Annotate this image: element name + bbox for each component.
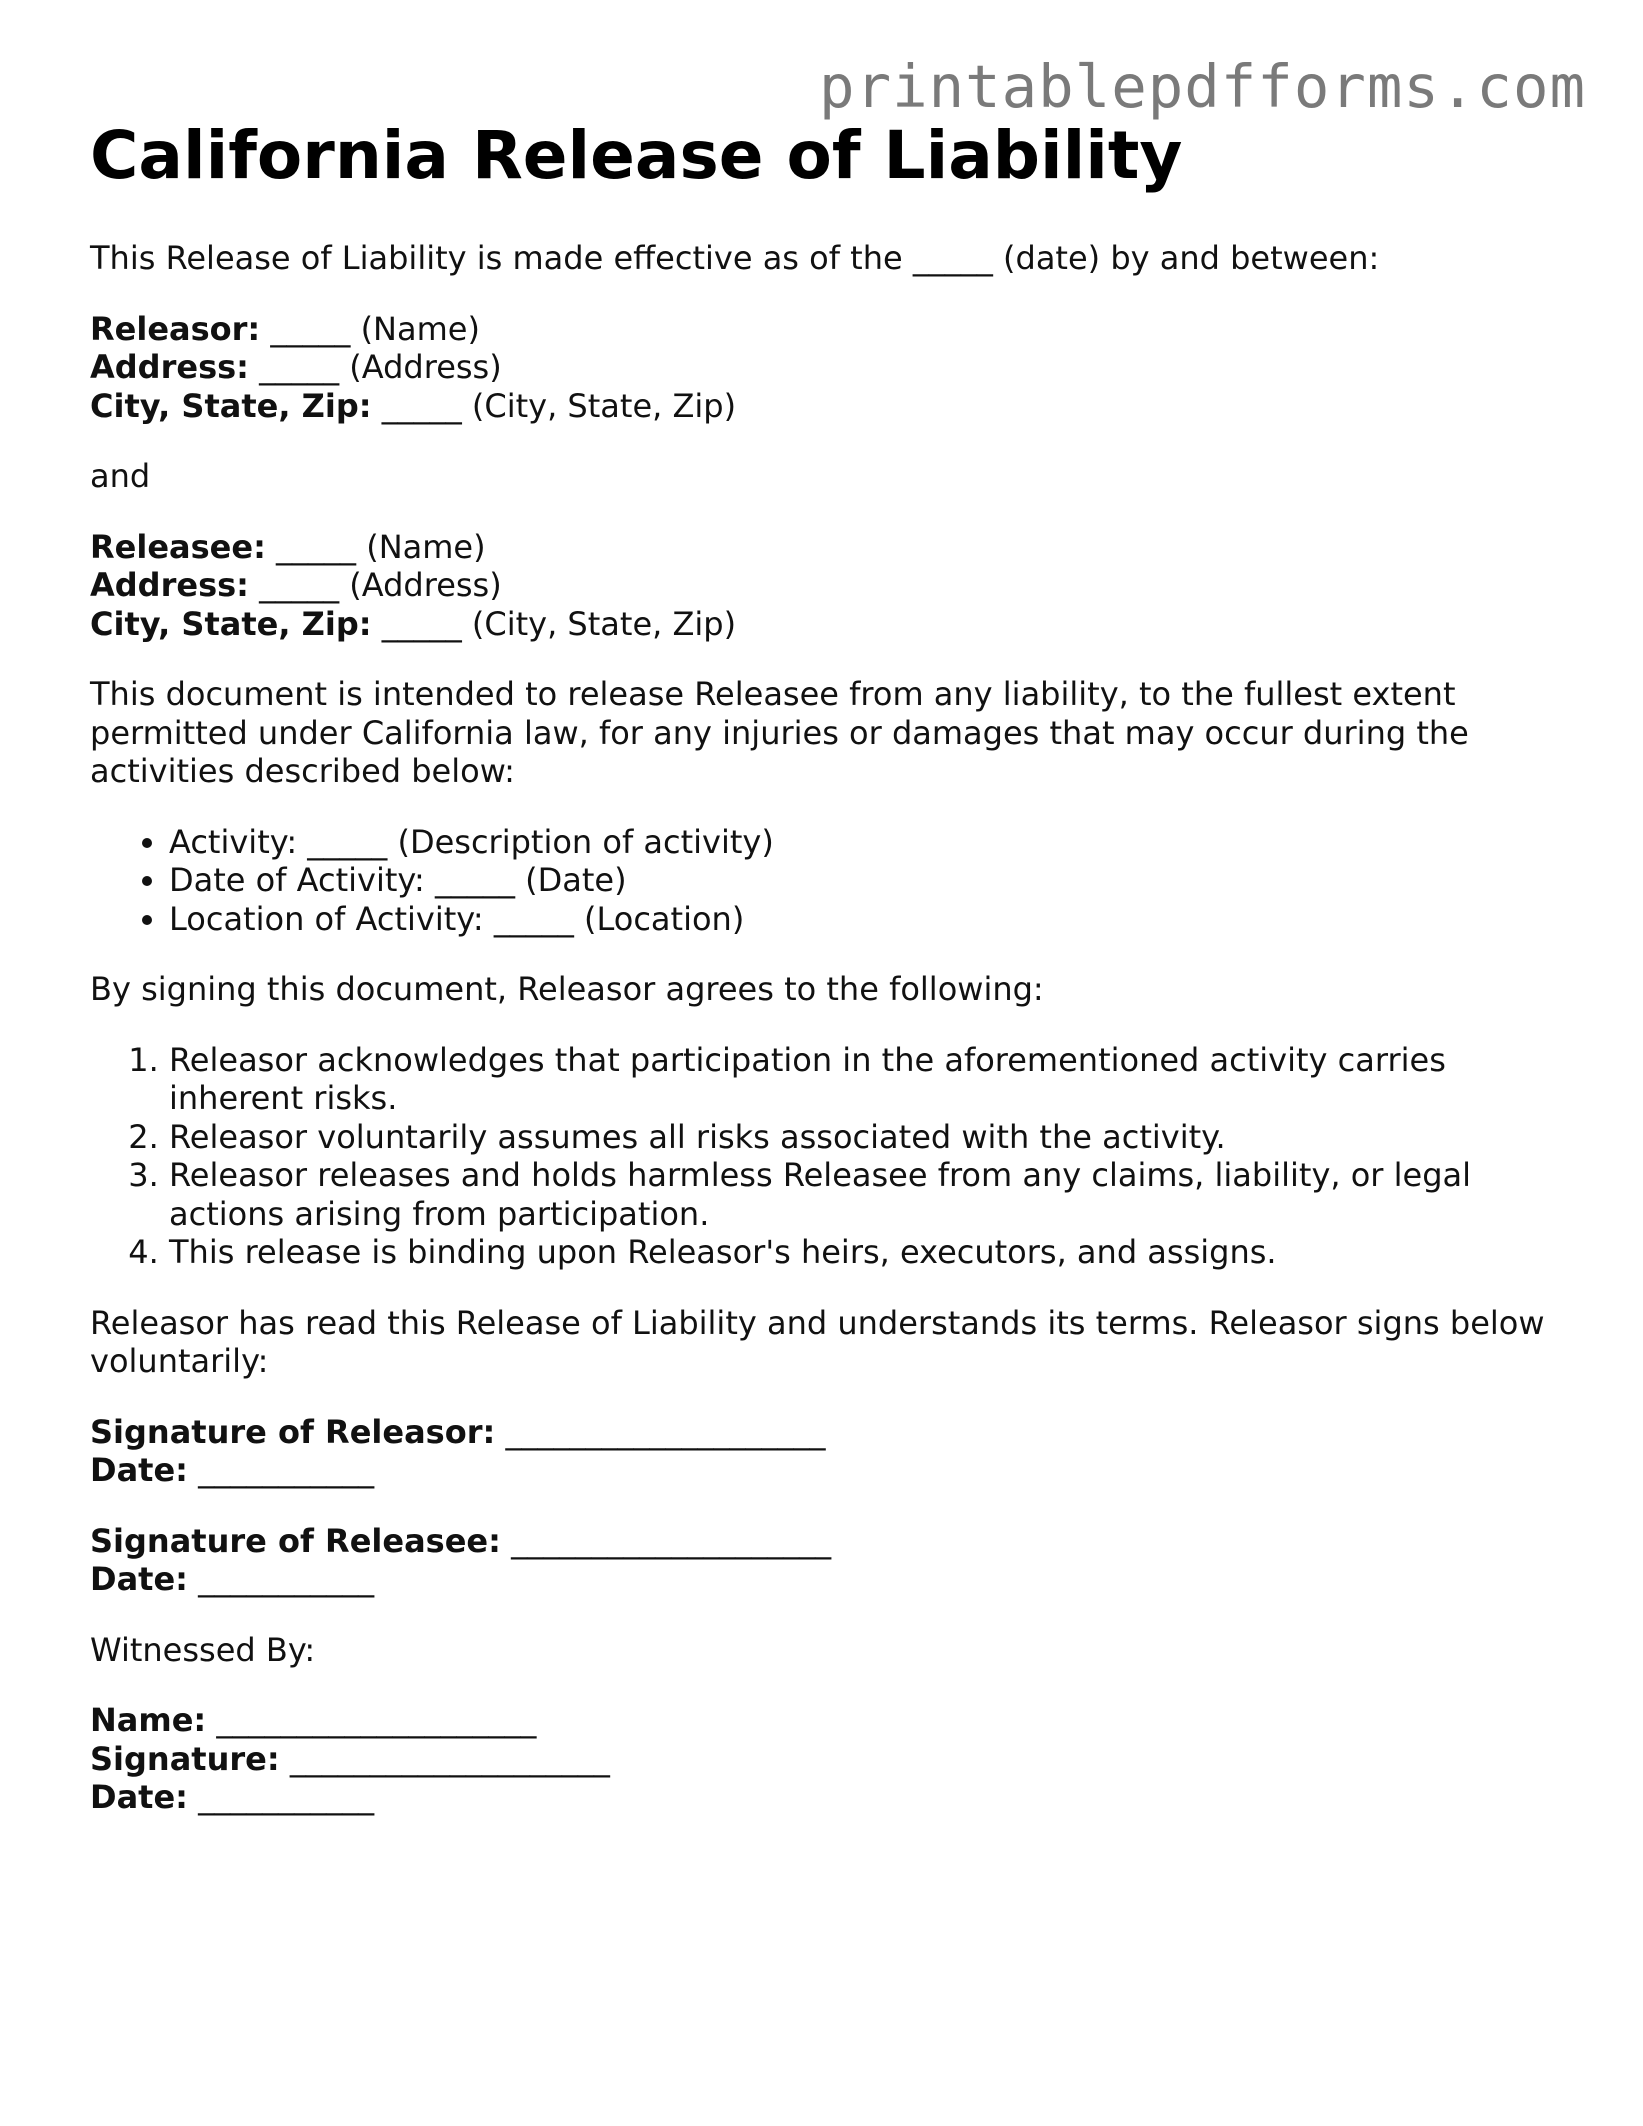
releasee-signature-block xyxy=(90,1522,1570,1599)
releasor-signature-field[interactable]: ____________________ xyxy=(495,1412,826,1451)
releasee-date-field[interactable]: ___________ xyxy=(187,1560,375,1598)
list-item: 4. This release is binding upon Releasor's heirs, executors, and assigns. xyxy=(169,1233,1570,1272)
releasee-city-field: _____ (City, State, Zip) xyxy=(371,604,737,643)
releasor-signature-line xyxy=(90,1413,1570,1452)
releasee-signature-line xyxy=(90,1522,1570,1561)
agree-intro: By signing this document, Releasor agrees to the following: xyxy=(90,970,1044,1008)
witness-name-field[interactable]: ____________________ xyxy=(206,1701,537,1739)
releasee-address-line xyxy=(90,566,1570,605)
releasor-address-label: Address: xyxy=(90,348,249,386)
releasee-city-line xyxy=(90,605,1570,644)
releasee-address-label: Address: xyxy=(90,566,249,604)
releasor-block xyxy=(90,310,1570,426)
releasor-city-line xyxy=(90,387,1570,426)
releasee-address-field: _____ (Address) xyxy=(248,566,502,604)
list-item: • Activity: _____ (Description of activity) xyxy=(169,823,1570,862)
releasee-block xyxy=(90,528,1570,644)
witness-signature-field[interactable]: ____________________ xyxy=(279,1739,610,1778)
list-item: 2. Releasor voluntarily assumes all risks associated with the activity. xyxy=(169,1118,1570,1157)
list-item: 1. Releasor acknowledges that participation in the aforementioned activity carries inherent risks. xyxy=(169,1041,1570,1118)
document-title: California Release of Liability xyxy=(90,117,1183,194)
acknowledgment-paragraph: Releasor has read this Release of Liability and understands its terms. Releasor signs below voluntarily: xyxy=(90,1303,1545,1380)
releasor-date-field[interactable]: ___________ xyxy=(187,1451,375,1489)
releasee-name-field: _____ (Name) xyxy=(265,527,486,566)
witness-signature-label: Signature: xyxy=(90,1739,280,1778)
connector-text: and xyxy=(90,457,151,495)
releasor-date-line xyxy=(90,1451,1570,1490)
releasor-city-label: City, State, Zip: xyxy=(90,386,372,425)
releasor-address-field: _____ (Address) xyxy=(248,348,502,386)
witnessed-by-label: Witnessed By: xyxy=(90,1630,316,1669)
releasee-date-label: Date: xyxy=(90,1560,188,1598)
witness-date-line xyxy=(90,1778,1570,1817)
releasor-date-label: Date: xyxy=(90,1451,188,1489)
releasor-name-label: Releasor: xyxy=(90,309,261,348)
releasor-address-line xyxy=(90,348,1570,387)
witness-block xyxy=(90,1701,1570,1817)
releasor-signature-block xyxy=(90,1413,1570,1490)
witness-date-label: Date: xyxy=(90,1778,188,1816)
releasee-name-label: Releasee: xyxy=(90,527,266,566)
purpose-paragraph: This document is intended to release Releasee from any liability, to the fullest extent permitted under California law, for any injuries or damages that may occur during the activities described below: xyxy=(90,675,1469,790)
list-item: 3. Releasor releases and holds harmless Releasee from any claims, liability, or legal actions arising from participation. xyxy=(169,1156,1570,1233)
releasee-name-line xyxy=(90,528,1570,567)
list-item: • Date of Activity: _____ (Date) xyxy=(169,861,1570,900)
witness-date-field[interactable]: ___________ xyxy=(187,1778,375,1816)
releasee-signature-field[interactable]: ____________________ xyxy=(500,1521,832,1560)
releasor-name-field: _____ (Name) xyxy=(260,309,480,348)
document-page xyxy=(90,108,1570,1817)
releasee-city-label: City, State, Zip: xyxy=(90,604,372,643)
releasor-name-line xyxy=(90,310,1570,349)
terms-list xyxy=(90,1041,1570,1272)
watermark: printablepdfforms.com xyxy=(819,52,1586,121)
releasor-city-field: _____ (City, State, Zip) xyxy=(371,386,737,425)
releasee-signature-label: Signature of Releasee: xyxy=(90,1521,501,1560)
witness-signature-line xyxy=(90,1740,1570,1779)
document-body xyxy=(90,239,1570,1817)
releasor-signature-label: Signature of Releasor: xyxy=(90,1412,496,1451)
activity-list xyxy=(90,823,1570,939)
witness-name-label: Name: xyxy=(90,1701,207,1739)
intro-paragraph: This Release of Liability is made effective as of the _____ (date) by and between: xyxy=(90,239,1380,277)
witness-name-line xyxy=(90,1701,1570,1740)
releasee-date-line xyxy=(90,1560,1570,1599)
list-item: • Location of Activity: _____ (Location) xyxy=(169,900,1570,939)
